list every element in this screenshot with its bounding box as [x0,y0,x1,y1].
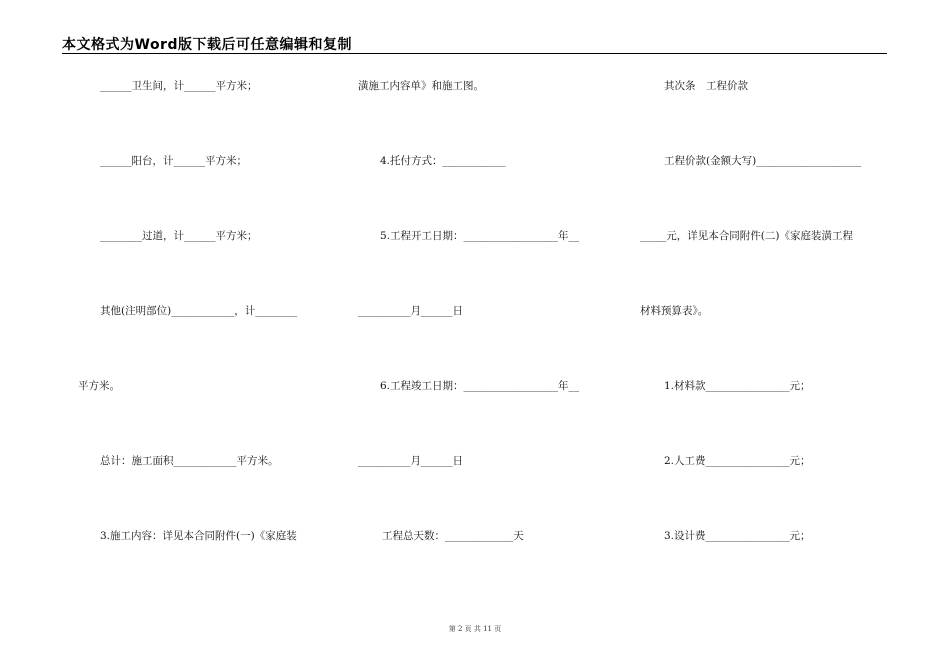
col3-line-5: 1.材料款________________元； [664,380,811,392]
col1-line-6: 总计：施工面积____________平方米。 [100,455,279,467]
col1-line-5: 平方米。 [78,380,120,392]
header-rule [62,53,887,54]
col3-line-7: 3.设计费________________元； [664,530,811,542]
col3-line-2: 工程价款(金额大写)____________________ [664,155,862,167]
page-number-footer: 第 2 页 共 11 页 [448,625,502,633]
col1-line-1: ______卫生间，计______平方米； [100,80,258,92]
col1-line-3: ________过道，计______平方米； [100,230,258,242]
col1-line-2: ______阳台，计______平方米； [100,155,247,167]
col3-line-3: _____元，详见本合同附件(二)《家庭装潢工程 [640,230,853,242]
col2-line-2: 4.托付方式：____________ [380,155,506,167]
col2-line-4: __________月______日 [358,305,463,317]
document-header-title: 本文格式为Word版下载后可任意编辑和复制 [62,37,352,53]
col3-line-6: 2.人工费________________元； [664,455,811,467]
col1-line-7: 3.施工内容：详见本合同附件(一)《家庭装 [100,530,297,542]
col3-line-4: 材料预算表》。 [640,305,709,317]
col1-line-4: 其他(注明部位)____________，计________ [100,305,298,317]
col2-line-3: 5.工程开工日期：__________________年__ [380,230,580,242]
col2-line-6: __________月______日 [358,455,463,467]
col3-line-1: 其次条 工程价款 [664,80,748,92]
col2-line-7: 工程总天数：_____________天 [382,530,524,542]
col2-line-5: 6.工程竣工日期：__________________年__ [380,380,580,392]
col2-line-1: 潢施工内容单》和施工图。 [358,80,484,92]
